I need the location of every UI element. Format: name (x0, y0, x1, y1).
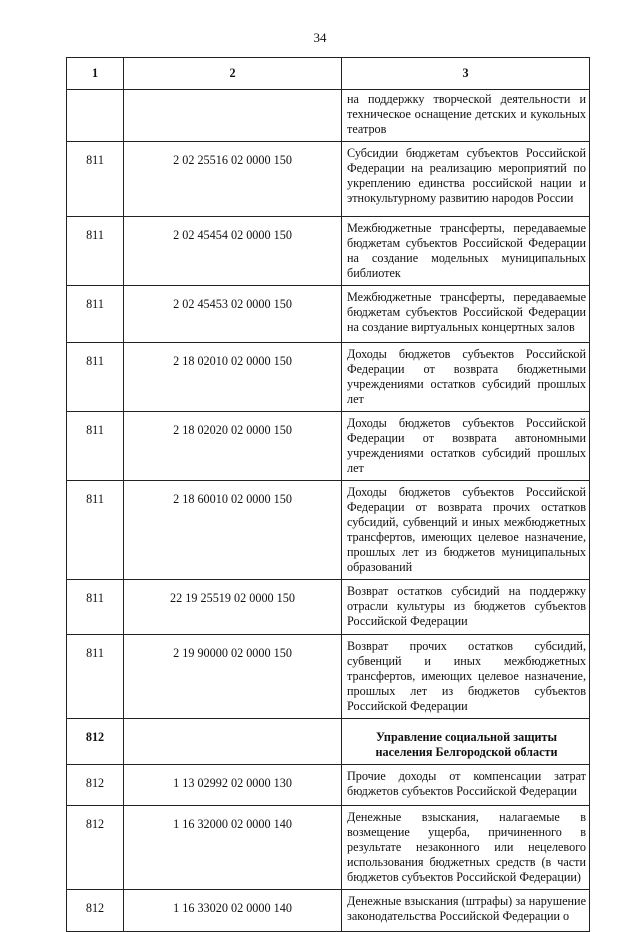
budget-code-cell: 1 16 32000 02 0000 140 (124, 806, 342, 890)
admin-code-cell: 811 (67, 343, 124, 412)
budget-code-cell: 2 19 90000 02 0000 150 (124, 635, 342, 719)
admin-code-cell (67, 90, 124, 142)
budget-code-cell: 2 18 02010 02 0000 150 (124, 343, 342, 412)
description-cell: Возврат остатков субсидий на поддержку отрасли культуры из бюджетов субъектов Российской Федерации (342, 580, 590, 635)
table-header-row (67, 58, 590, 90)
budget-code-cell: 2 02 45453 02 0000 150 (124, 286, 342, 343)
column-header-1: 1 (67, 58, 124, 90)
admin-code-cell: 811 (67, 580, 124, 635)
admin-code-cell: 811 (67, 286, 124, 343)
description-cell: Денежные взыскания, налагаемые в возмещение ущерба, причиненного в результате незаконного или нецелевого использования бюджетных средств (в части бюджетов субъектов Российской Федерации) (342, 806, 590, 890)
budget-code-cell (124, 719, 342, 765)
table-row (67, 806, 590, 890)
column-header-2: 2 (124, 58, 342, 90)
admin-code-cell: 812 (67, 806, 124, 890)
admin-code-cell: 812 (67, 719, 124, 765)
admin-code-cell: 812 (67, 765, 124, 806)
description-cell: Возврат прочих остатков субсидий, субвенций и иных межбюджетных трансфертов, имеющих целевое назначение, прошлых лет из бюджетов субъектов Российской Федерации (342, 635, 590, 719)
budget-code-cell: 2 02 25516 02 0000 150 (124, 142, 342, 217)
table-row (67, 719, 590, 765)
budget-code-cell: 1 16 33020 02 0000 140 (124, 890, 342, 932)
organization-heading-cell: Управление социальной защиты населения Белгородской области (342, 719, 590, 765)
description-cell: Субсидии бюджетам субъектов Российской Федерации на реализацию мероприятий по укреплению единства российской нации и этнокультурному развитию народов России (342, 142, 590, 217)
table-row (67, 412, 590, 481)
budget-code-cell: 2 18 60010 02 0000 150 (124, 481, 342, 580)
budget-code-cell: 2 02 45454 02 0000 150 (124, 217, 342, 286)
revenue-codes-table (66, 57, 590, 932)
admin-code-cell: 811 (67, 217, 124, 286)
admin-code-cell: 811 (67, 635, 124, 719)
budget-code-cell: 1 13 02992 02 0000 130 (124, 765, 342, 806)
description-cell: Доходы бюджетов субъектов Российской Федерации от возврата автономными учреждениями остатков субсидий прошлых лет (342, 412, 590, 481)
admin-code-cell: 811 (67, 142, 124, 217)
admin-code-cell: 812 (67, 890, 124, 932)
description-cell: Доходы бюджетов субъектов Российской Федерации от возврата бюджетными учреждениями остатков субсидий прошлых лет (342, 343, 590, 412)
budget-code-cell: 2 18 02020 02 0000 150 (124, 412, 342, 481)
table-row (67, 286, 590, 343)
column-header-3: 3 (342, 58, 590, 90)
table-row (67, 890, 590, 932)
description-cell: Прочие доходы от компенсации затрат бюджетов субъектов Российской Федерации (342, 765, 590, 806)
description-cell: Межбюджетные трансферты, передаваемые бюджетам субъектов Российской Федерации на создание модельных муниципальных библиотек (342, 217, 590, 286)
description-cell: Денежные взыскания (штрафы) за нарушение законодательства Российской Федерации о (342, 890, 590, 932)
description-cell: на поддержку творческой деятельности и техническое оснащение детских и кукольных театров (342, 90, 590, 142)
page-number: 34 (313, 30, 327, 45)
table-row (67, 90, 590, 142)
table-row (67, 635, 590, 719)
table-row (67, 765, 590, 806)
table-row (67, 142, 590, 217)
table-row (67, 217, 590, 286)
description-cell: Доходы бюджетов субъектов Российской Федерации от возврата прочих остатков субсидий, субвенций и иных межбюджетных трансфертов, имеющих целевое назначение, прошлых лет из бюджетов муниципальных образований (342, 481, 590, 580)
admin-code-cell: 811 (67, 481, 124, 580)
table-row (67, 580, 590, 635)
table-row (67, 481, 590, 580)
budget-code-cell (124, 90, 342, 142)
description-cell: Межбюджетные трансферты, передаваемые бюджетам субъектов Российской Федерации на создание виртуальных концертных залов (342, 286, 590, 343)
table-row (67, 343, 590, 412)
budget-code-cell: 22 19 25519 02 0000 150 (124, 580, 342, 635)
admin-code-cell: 811 (67, 412, 124, 481)
